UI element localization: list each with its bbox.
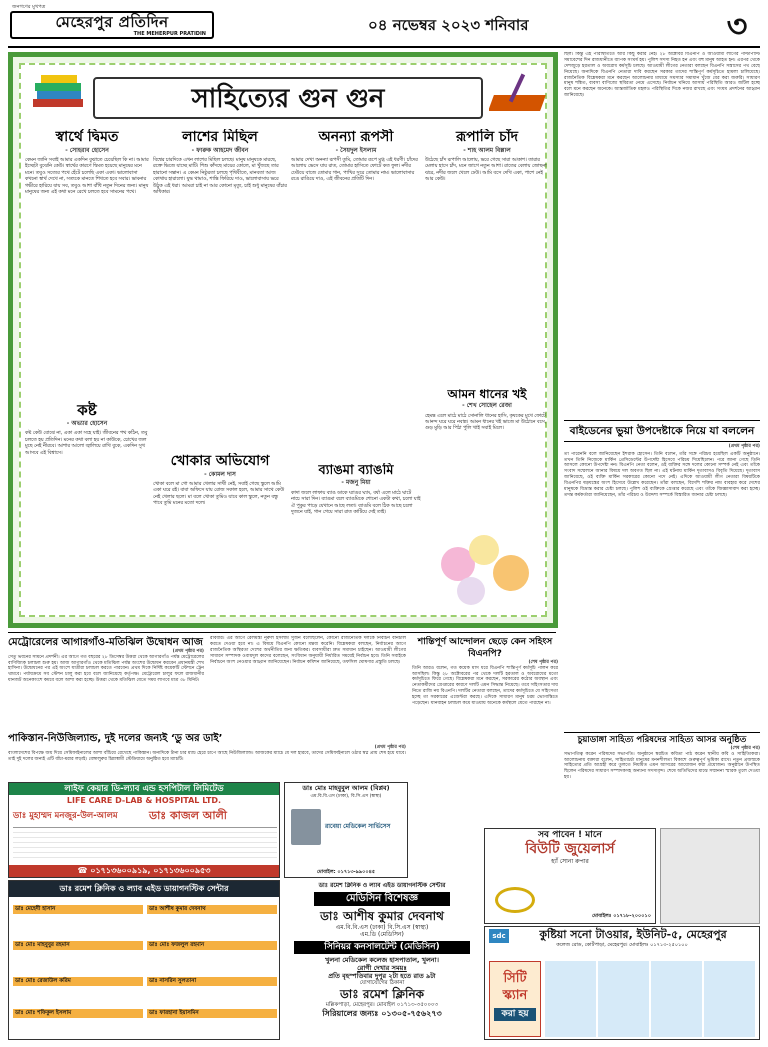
poem-byangma-byangmi (291, 463, 421, 613)
bnp-headline: শান্তিপূর্ণ আন্দোলন ছেড়ে কেন সহিংস বিএনপি? (417, 637, 553, 659)
pakistan-body: বাংলাদেশের বিপক্ষে জয় দিয়ে সেমিফাইনালের আশা বাঁচিয়ে রেখেছে পাকিস্তান। অন্যদিকে টানা চার ম্যাচ হেরে চাপে আছে নিউজিল্যান্ড। আজকের ম্যাচে যে দল হারবে, তাদের সেমিফাইনালে ওঠার স্বপ্ন প্রায় শেষ হয়ে যাবে। তাই দুই দলের জন্যই এটি বাঁচা-মরার লড়াই। বেঙ্গালুরুর চিন্নাস্বামী স্টেডিয়ামে অনুষ্ঠিত হবে ম্যাচটি। (8, 750, 406, 762)
page-number: ৩ (726, 7, 748, 44)
books-icon (29, 71, 89, 117)
metro-headline: মেট্রোরেলের আগারগাঁও-মতিঝিল উদ্বোধন আজ (8, 637, 203, 648)
ad-sono-name: কুষ্টিয়া সনো টাওয়ার, ইউনিট-৫, মেহেরপুর (539, 928, 727, 941)
chuadanga-headline: চুয়াডাঙ্গা সাহিত্য পরিষদের সাহিত্য আসর অনুষ্ঠিত (564, 732, 760, 746)
masthead-date: ০৪ নভেম্বর ২০২৩ শনিবার (368, 16, 529, 34)
ad-ashish-hospital: খুলনা মেডিকেল কলেজ হাসপাতাল, খুলনা। (325, 955, 439, 964)
poem-author: - অভ্যার হোসেন (66, 419, 108, 427)
biden-body: তা পারেননি বলে জানিয়েছেন ইশরাক হোসেন। তিনি বলেন, তাঁর সঙ্গে পরিচয় হয়েছিল একটি অনুষ্ঠানে। তখন তিনি নিজেকে মার্কিন প্রেসিডেন্টের উপদেষ্টা হিসেবে পরিচয় দিয়েছিলেন। পরে জানা গেছে তিনি আসলে কোনো উপদেষ্টা নন। বিএনপি নেতা বলেন, ওই ব্যক্তির সঙ্গে দলের কোনো সম্পর্ক নেই এবং তাঁকে সংবাদ সম্মেলনে আনার বিষয়ে দল অবগত ছিল না। এই ঘটনায় মার্কিন দূতাবাসও বিবৃতি দিয়েছে। দূতাবাস জানিয়েছে, ওই ব্যক্তি মার্কিন সরকারের কোনো পদে নেই। এদিকে আওয়ামী লীগ নেতারা বিষয়টিকে বিএনপির ষড়যন্ত্রের অংশ হিসেবে উল্লেখ করেছেন। তাঁরা বলছেন, বিদেশি শক্তির নাম ব্যবহার করে দেশের মানুষকে বিভ্রান্ত করার চেষ্টা চলছে। পুলিশ ওই ব্যক্তিকে গ্রেপ্তার করেছে এবং তাঁকে জিজ্ঞাসাবাদ করা হচ্ছে। তদন্ত কর্মকর্তারা জানিয়েছেন, তাঁর পরিচয় ও উদ্দেশ্য সম্পর্কে বিস্তারিত জানার চেষ্টা চলছে। (564, 451, 760, 498)
chuadanga-cont-from: (শেষ পৃষ্ঠার পর) (730, 746, 760, 751)
ad-ashish-timing-label: রোগী দেখার সময়ঃ (357, 963, 407, 972)
poem-title: খোকার অভিযোগ (170, 453, 270, 469)
pakistan-headline: পাকিস্তান-নিউজিল্যান্ড, দুই দলের জন্যই ‘ডু অর ডাই’ (8, 733, 223, 744)
pakistan-cont-from: (প্রথম পৃষ্ঠার পর) (374, 745, 406, 750)
ad-ashish-degree: এম.বি.বি.এস (ঢাকা) বি.সি.এস (স্বাস্থ্য) (335, 923, 429, 931)
ad-jewellers-name: বিউটি জুয়েলার্স (525, 841, 615, 857)
ad-sono-doctor-grid (545, 961, 757, 1037)
poem-koshto (25, 401, 149, 611)
poem-body: আমার দেখা অনন্যা রূপসী তুমি, তোমার রূপে মুগ্ধ এই ধরণী। চাঁদের আলোয় ভেসে যায় রাত, তোমার হাসিতে ফোটে কত ফুল। নদীর ঢেউয়ে বাজে তোমার গান, পাখির সুরে তোমার নাম। ভালোবাসার রঙে রাঙিয়ে দাও, এই জীবনের প্রতিটি দিন। (291, 158, 418, 183)
masthead-name-en: THE MEHERPUR PRATIDIN (133, 31, 206, 37)
ad-ramesh-doctor-2: ডাঃ মোঃ মাহবুবুর রহমান (13, 941, 143, 950)
biden-headline: বাইডেনের ভুয়া উপদেষ্টাকে নিয়ে যা বললেন (564, 420, 760, 442)
middle-rule (8, 632, 556, 633)
poem-title: স্বার্থে দ্বিমত (55, 129, 119, 145)
ad-ramesh-doctor-4: ডাঃ মোঃ রেজাউল করিম (13, 977, 143, 986)
masthead (8, 4, 760, 44)
metro-article (8, 636, 204, 728)
poem-body: কেমন জানি সবাই আমার একদিন বুঝাতে চেয়েছিল কি না। আমার ইচ্ছেটা বুঝেনি কেউ। স্বার্থের কারণে দ্বিমত হয়েছে মানুষের মনে মনে। তবুও সত্যের পথে হেঁটে চলেছি একা একা। ভালোবাসা কখনো স্বার্থ দেখে না, সত্যকে মানতে শিখতে হবে সবার। ভাবনার গভীরে হারিয়ে যায় সব, তবুও আশা বাঁধি নতুন দিনের জন্য। মানুষ মানুষের জন্য এই কথা মনে রেখে চলতে হবে সামনের পথে। (25, 158, 149, 196)
poem-author: - মজনু মিয়া (341, 479, 371, 487)
ad-beauty-jewellers (484, 828, 656, 924)
poem-body: বিশ্বের চারদিকে এখন লাশের মিছিল চলছে। মানুষ মানুষকে মারছে, রক্তে ভিজে যাচ্ছে মাটি। শিশু কাঁদছে মায়ের কোলে, মা খুঁজছে তার হারানো সন্তান। এ কেমন নিষ্ঠুরতা চলছে পৃথিবীতে, মানবতা আজ কোথায় হারালো। যুদ্ধ থামাও, শান্তি ফিরিয়ে দাও, ভালোবাসায় ভরে উঠুক এই ধরা। আমরা চাই না আর কোনো মৃত্যু, চাই শুধু মানুষের বাঁচার অধিকার। (153, 158, 287, 196)
metro-cont-from: (প্রথম পৃষ্ঠার পর) (172, 649, 204, 654)
poem-rupali-chand (425, 129, 549, 369)
center-column-article: রবিবার। এর আগে রেলমন্ত্রী নূরুল ইসলাম সুজন বলেছিলেন, কোনো রাজনৈতিক দলকে নির্বাচন বানচাল করতে দেওয়া হবে না। এ বিষয়ে বিএনপি কোনো মন্তব্য করেনি। বিশ্লেষকরা বলছেন, নির্বাচনের আগে রাজনৈতিক অস্থিরতা দেশের অর্থনীতির জন্য ক্ষতিকর। ব্যবসায়ীরা দ্রুত সমাধান চাইছেন। আওয়ামী লীগের সাধারণ সম্পাদক ওবায়দুল কাদের বলেছেন, সংবিধান অনুযায়ী নির্ধারিত সময়েই নির্বাচন হবে। তিনি সবাইকে নির্বাচনে অংশ নেওয়ার আহ্বান জানিয়েছেন। নির্বাচন কমিশন জানিয়েছে, তফসিল ঘোষণার প্রস্তুতি চলছে। (210, 636, 406, 665)
metro-body: সেতু ভবনের সামনে প্রদর্শনী। এর আগে গত বছরের ২৮ ডিসেম্বর উত্তরা থেকে আগারগাঁও পর্যন্ত মেট্রোরেলের বাণিজ্যিক চলাচল শুরু হয়। আজ আগারগাঁও থেকে মতিঝিল পর্যন্ত অংশের উদ্বোধন করবেন প্রধানমন্ত্রী শেখ হাসিনা। উদ্বোধনের পর এই অংশে যাত্রীরা চলাচল করতে পারবেন। প্রথম দিকে নির্দিষ্ট কয়েকটি স্টেশনে ট্রেন থামবে। পর্যায়ক্রমে সব স্টেশন চালু করা হবে বলে জানিয়েছে কর্তৃপক্ষ। মেট্রোরেল চালুর ফলে রাজধানীর যানজট অনেকাংশে কমবে বলে আশা করা হচ্ছে। উত্তরা থেকে মতিঝিল যেতে সময় লাগবে মাত্র ৩৮ মিনিট। (8, 654, 204, 684)
literature-banner-title: সাহিত্যের গুন গুন (191, 84, 385, 114)
poem-swarthe-dwimat (25, 129, 149, 373)
poem-khokar-obhijog (153, 453, 287, 613)
ad-ramesh-title: ডাঃ রমেশ ক্লিনিক ও ল্যাব এইড ডায়াগনস্টিক সেন্টার (9, 881, 279, 897)
bnp-article (412, 636, 558, 824)
biden-cont-from: (প্রথম পৃষ্ঠার পর) (728, 444, 760, 449)
poem-title: লাশের মিছিল (182, 129, 258, 145)
masthead-rule (8, 46, 760, 48)
ad-sono-ct: সিটি স্ক্যান (502, 971, 528, 1003)
poem-body: কাদা জলে লাফায় ব্যাঙ ডাকে ঘ্যাঙর ঘ্যাং, বর্ষা এলে মাঠে ঘাটে নাচে সারা দিন। ব্যাঙমা বলে ব্যাঙমিকে শোনো একটা কথা, চলো যাই ঐ পুকুর পাড়ে যেখানে আছে লতা। ব্যাঙমি বলে ঠিক আছে চলো দুজনে যাই, গান গেয়ে সারা রাত কাটিয়ে দেই তাই। (291, 490, 421, 516)
chuadanga-body: সভাপতিত্ব করেন পরিষদের সভাপতি। অনুষ্ঠানে স্বরচিত কবিতা পাঠ করেন স্থানীয় কবি ও সাহিত্যিকরা। আলোচনায় বক্তারা বলেন, সাহিত্যচর্চা মানুষের মননশীলতা বিকাশে গুরুত্বপূর্ণ ভূমিকা রাখে। নতুন প্রজন্মকে সাহিত্যের প্রতি আগ্রহী করে তুলতে নিয়মিত এমন আসরের আয়োজন করা প্রয়োজন। অনুষ্ঠানে উপস্থিত ছিলেন পরিষদের সাধারণ সম্পাদকসহ অন্যান্য সদস্যবৃন্দ। শেষে অতিথিদের মাঝে সম্মাননা স্মারক তুলে দেওয়া হয়। (564, 751, 760, 781)
ad-ashish-contact-label: যোগাযোগের ঠিকানা (359, 979, 405, 986)
ad-ashish-center: ডাঃ রমেশ ক্লিনিক ও ল্যাব এইড ডায়াগনস্টিক সেন্টার (318, 882, 446, 889)
literature-frame (8, 52, 558, 628)
right-top-article: ছিল। কিন্তু এই পরিস্থিতিতে আর কিছু করার নেই। ২৮ অক্টোবর বিএনপি ও আওয়ামী লীগের পাল্টাপাল্টি সমাবেশের দিন রাজধানীতে ব্যাপক সংঘর্ষ হয়। পুলিশ সদস্য নিহত হন এবং বহু মানুষ আহত হন। এরপর থেকে দেশজুড়ে হরতাল ও অবরোধ কর্মসূচি চলছে। আওয়ামী লীগের নেতারা বলছেন বিএনপি সন্ত্রাসের পথ বেছে নিয়েছে। অন্যদিকে বিএনপি নেতারা দাবি করছেন সরকার তাদের শান্তিপূর্ণ কর্মসূচিতে হামলা চালিয়েছে। রাজনৈতিক বিশ্লেষকরা মনে করছেন আলোচনার মাধ্যমে সমস্যার সমাধান খুঁজে বের করা জরুরি। সাধারণ মানুষ শঙ্কিত, ব্যবসা বাণিজ্যে স্থবিরতা নেমে এসেছে। নির্বাচন ঘনিয়ে আসায় পরিস্থিতি আরও জটিল হচ্ছে বলে মনে করছেন অনেকে। আন্তর্জাতিক মহলও পরিস্থিতির দিকে নজর রাখছে এবং সংযম প্রদর্শনের আহ্বান জানিয়েছে। (564, 52, 760, 99)
ad-life-care-doctor2: ডাঃ কাজল আলী (149, 809, 227, 822)
ad-sono-logo-icon: sdc (489, 929, 509, 943)
poem-author: - শাহ আলম বিল্লাল (463, 146, 511, 154)
ad-mahbubul (284, 782, 408, 878)
ad-ramesh-doctor-7: ডাঃ ফারহানা ইয়াসমিন (147, 1009, 277, 1018)
poem-title: কষ্ট (77, 401, 97, 419)
ad-ramesh-doctor-6: ডাঃ মোঃ শফিকুল ইসলাম (13, 1009, 143, 1018)
ad-sono-ct-box (489, 961, 541, 1037)
ad-mahbubul-phone: মোবাইল: ০১৭১৩-৯৯০০৪৫ (316, 868, 376, 875)
poem-author: - ফারুক আহমেদ জীবন (191, 146, 249, 154)
poem-title: ব্যাঙমা ব্যাঙমি (318, 463, 394, 478)
ad-life-care-title: লাইফ কেয়ার ডি-ল্যাব এন্ড হসপিটাল লিমিটেড (9, 783, 279, 795)
jeweller-owner-photo (660, 828, 760, 924)
flowers-illustration (433, 527, 543, 611)
ad-ramesh-clinic (8, 880, 280, 1040)
poem-title: আমন ধানের খই (447, 387, 527, 401)
poem-author: - শেখ সোহেল রেজা (462, 402, 512, 409)
ad-ashish-address: মল্লিকপাড়া, মেহেরপুর। মোবাইল ০১৭১৩-৩৫০০০৩ (325, 1001, 439, 1008)
ad-ramesh-doctor-5: ডাঃ নাসরিন সুলতানা (147, 977, 277, 986)
ad-mahbubul-doctor: ডাঃ মোঃ মাহবুবুল আলম (বিপ্লব) (302, 784, 390, 792)
poem-author: - কোমল দাস (204, 470, 236, 478)
ad-ashish-serial: সিরিয়ালের জন্যঃ ০১৩০৫-৭৫৬২৭৩ (322, 1008, 442, 1018)
poem-amon-dhaner-khoi (425, 387, 549, 527)
poem-lasher-michil (153, 129, 287, 445)
poem-title: অনন্যা রূপসী (318, 129, 394, 145)
ad-ashish-clinic: ডাঃ রমেশ ক্লিনিক (339, 986, 425, 1001)
ad-ramesh-doctor-0: ডাঃ মেহেদী হাসান (13, 905, 143, 914)
ad-life-care-schedule (13, 827, 277, 861)
ad-ashish-title: সিনিয়র কনসালটেন্ট (মেডিসিন) (294, 941, 470, 954)
ad-ramesh-doctor-3: ডাঃ মোঃ ফজলুল রহমান (147, 941, 277, 950)
poem-author: - সোহরাব হোসেন (65, 146, 109, 154)
masthead-logo (10, 11, 214, 39)
ad-ashish-medicine (284, 882, 480, 1040)
biden-article (564, 420, 760, 728)
masthead-name: মেহেরপুর প্রতিদিন (55, 13, 169, 31)
doctor-photo (291, 809, 321, 845)
poem-author: - সৈয়দুল ইসলাম (335, 146, 377, 154)
ad-life-care-doctor1: ডাঃ মুহাম্মদ মনজুর-উল-আলম (13, 811, 118, 821)
ad-ashish-timing: প্রতি বৃহস্পতিবার দুপুর ২টা হতে রাত ৯টা (328, 971, 436, 980)
poem-ononna-rupshi (291, 129, 421, 455)
literature-banner (93, 77, 483, 119)
ring-icon (495, 887, 535, 913)
ad-mahbubul-clinic: রাবেয়া মেডিকেল সার্ভিসেস (325, 823, 391, 830)
ad-ashish-doctor: ডাঃ আশীষ কুমার দেবনাথ (320, 908, 444, 923)
ad-jewellers-line1: সব পাবেন ! মানে (538, 830, 602, 840)
pakistan-article (8, 732, 406, 778)
bnp-body: তিনি আরও বলেন, গত কয়েক মাস ধরে বিএনপি শান্তিপূর্ণ কর্মসূচি পালন করে আসছিল। কিন্তু ২৮ অক্টোবরের পর থেকে দলটি হরতাল ও অবরোধের মতো কর্মসূচিতে ফিরে গেছে। বিশ্লেষকরা মনে করছেন, সরকারের কঠোর অবস্থান এবং নেতাকর্মীদের গ্রেপ্তারের কারণে দলটি এমন সিদ্ধান্ত নিয়েছে। তবে সহিংসতার দায় নিতে রাজি নয় বিএনপি। দলটির নেতারা বলছেন, তাদের কর্মসূচিতে যে সহিংসতা হচ্ছে তা সরকারের এজেন্টরা করছে। এদিকে সাধারণ মানুষ চরম ভোগান্তিতে পড়েছেন। যানবাহন চলাচল কমে যাওয়ায় অনেকে কর্মস্থলে যেতে পারছেন না। (412, 665, 558, 706)
ad-life-care-title-en: LIFE CARE D-LAB & HOSPITAL LTD. (66, 796, 222, 805)
ad-sono-ct2: করা হয় (494, 1008, 536, 1021)
poem-body: হেমন্ত এলে মাঠে মাঠে সোনালি ধানের হাসি, কৃষকের মুখে ফোটে আনন্দ ঘরে ঘরে নবান্ন। আমন ধানের খই ভাজে মা উঠোনে বসে, গুড় মুড়ি আর পিঠা পুলি খাই সবাই মিলে। (425, 413, 547, 432)
poem-body: কষ্ট কেউ বোঝে না, একা একা সহে যাই। জীবনের পথ কঠিন, তবু চলতে হয় প্রতিদিন। মনের কথা বলা হয় না কাউকে, চোখের জল মুছে নেই নীরবে। আশার আলো জ্বালিয়ে রাখি বুকে, একদিন সুখ আসবে এই বিশ্বাসে। (25, 431, 148, 456)
book-quill-icon (489, 73, 547, 117)
ad-ramesh-doctor-1: ডাঃ আশীষ কুমার দেবনাথ (147, 905, 277, 914)
ad-ashish-degree2: এম.ডি (মেডিসিন) (360, 931, 404, 938)
ad-life-care (8, 782, 280, 878)
ad-jewellers-phone: মোবাইলঃ ০১৭১৮-২০০০১০ (591, 912, 651, 919)
bnp-cont-from: (শেষ পৃষ্ঠার পর) (528, 660, 558, 665)
poem-body: উঠেছে চাঁদ রূপালি আলোয়, ভরে গেছে সারা আকাশ। তারার মেলায় হাসে চাঁদ, মনে জাগে নতুন আশা। রাতের বেলায় জোছনা ঝরে, নদীর জলে খেলে ঢেউ। আমি বসে দেখি একা, পাশে নেই আর কেউ। (425, 158, 547, 183)
poem-body: খোকা বলে মা গো আমার খেলার সাথী নেই, সবাই গেছে স্কুলে আমি একা ঘরে রই। বাবা অফিসে যায় রোজ সকাল হলে, আমার সাথে কেউ নেই খেলার ছলে। মা বলে খোকা তুমিও যাবে কাল স্কুলে, নতুন বন্ধু পাবে তুমি মনের মতো দলে। (153, 482, 285, 507)
ad-sono-address: কলেজ রোড, কোর্টপাড়া, মেহেরপুর। মোবাইলঃ ০১৭১৩-২৫০১০০ (556, 942, 688, 948)
masthead-tagline: জনগণের মুখপত্র (12, 4, 46, 10)
ad-kushtia-sono-tower (484, 926, 760, 1040)
ad-ashish-specialty: মেডিসিন বিশেষজ্ঞ (314, 892, 450, 906)
ad-jewellers-note: হ্যাঁ সোনা রুপার (551, 858, 589, 865)
ad-mahbubul-degree: এম.বি.বি.এস (ঢাকা), বি.সি.এস (স্বাস্থ্য) (310, 794, 382, 799)
ad-life-care-phone: ☎ ০১৭১৩৬০০৯১৯, ০১৭১৩৬০০৯৫৩ (9, 865, 279, 877)
poem-title: রূপালি চাঁদ (455, 129, 519, 145)
